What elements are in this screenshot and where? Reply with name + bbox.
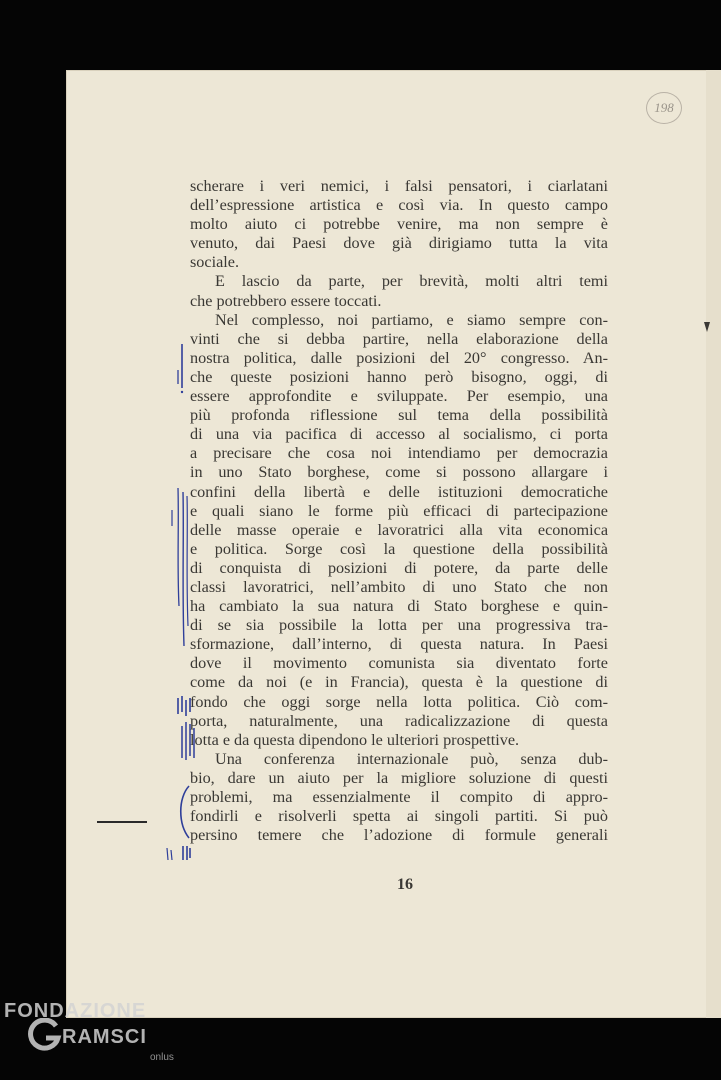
text-line: delle masse operaie e lavoratrici alla vita economica: [190, 520, 608, 539]
margin-bracket: [176, 784, 192, 840]
margin-mark-lower: [164, 844, 194, 862]
body-text: [190, 177, 608, 845]
text-line: fondirli e risolverli spetta ai singoli partiti. Si può: [190, 807, 608, 826]
margin-mark-upper: [172, 340, 188, 396]
text-line: che potrebbero essere toccati.: [190, 291, 382, 310]
text-line: come da noi (e in Francia), questa è la questione di: [190, 673, 608, 692]
text-line: più profonda riflessione sul tema della possibilità: [190, 406, 608, 425]
text-line: e quali siano le forme più efficaci di partecipazione: [190, 501, 608, 520]
text-line: essere approfondite e sviluppate. Per esempio, una: [190, 387, 608, 406]
text-line: che queste posizioni hanno però bisogno, oggi, di: [190, 367, 608, 386]
text-line: classi lavoratrici, nell’ambito di uno Stato che non: [190, 577, 608, 596]
text-line: di se sia possibile la lotta per una progressiva tra-: [190, 616, 608, 635]
archive-stamp: 198: [646, 92, 682, 124]
margin-mark-wide: [174, 692, 198, 764]
gramsci-g-logo-icon: [28, 1018, 62, 1052]
watermark-onlus: onlus: [150, 1052, 174, 1063]
text-line: di conquista di posizioni di potere, da parte delle: [190, 558, 608, 577]
text-line: nostra politica, dalle posizioni del 20° congresso. An-: [190, 348, 608, 367]
text-line: in uno Stato borghese, come si possono allargare i: [190, 463, 608, 482]
text-line: di una via pacifica di accesso al socialismo, ci porta: [190, 425, 608, 444]
text-line: Nel complesso, noi partiamo, e siamo sempre con-: [215, 310, 608, 329]
fondazione-gramsci-watermark: [4, 1000, 184, 1078]
text-line: dove il movimento comunista sia diventato forte: [190, 654, 608, 673]
text-line: a precisare che cosa noi intendiamo per democrazia: [190, 444, 608, 463]
text-line: bio, dare un aiuto per la migliore soluzione di questi: [190, 768, 608, 787]
text-line: lotta e da questa dipendono le ulteriori prospettive.: [190, 730, 520, 749]
margin-dash: [96, 818, 148, 826]
text-line: molto aiuto ci potrebbe venire, ma non sempre è: [190, 215, 608, 234]
text-line: fondo che oggi sorge nella lotta politica. Ciò com-: [190, 692, 608, 711]
edge-tick: [702, 320, 712, 334]
text-line: E lascio da parte, per brevità, molti altri temi: [215, 272, 608, 291]
text-line: Una conferenza internazionale può, senza dub-: [215, 749, 608, 768]
text-line: scherare i veri nemici, i falsi pensatori, i ciarlatani: [190, 177, 608, 195]
text-line: venuto, dai Paesi dove già dirigiamo tutta la vita: [190, 234, 608, 253]
text-line: vinti che si debba partire, nella elaborazione della: [190, 329, 608, 348]
page-edge: [706, 70, 721, 1018]
text-line: confini della libertà e delle istituzioni democratiche: [190, 482, 608, 501]
text-line: ha cambiato la sua natura di Stato borghese e quin-: [190, 597, 608, 616]
text-line: sformazione, dall’interno, di questa natura. In Paesi: [190, 635, 608, 654]
watermark-line-1: FONDAZIONE: [4, 1000, 147, 1022]
text-line: persino temere che l’adozione di formule generali: [190, 826, 608, 845]
text-line: porta, naturalmente, una radicalizzazione di questa: [190, 711, 608, 730]
text-line: e politica. Sorge così la questione della possibilità: [190, 539, 608, 558]
margin-mark-middle: [168, 486, 192, 654]
page-number: 16: [397, 876, 413, 893]
text-line: dell’espressione artistica e così via. In questo campo: [190, 196, 608, 215]
text-line: problemi, ma essenzialmente il compito di appro-: [190, 788, 608, 806]
watermark-line-2: RAMSCI: [62, 1026, 147, 1048]
text-line: sociale.: [190, 253, 239, 272]
